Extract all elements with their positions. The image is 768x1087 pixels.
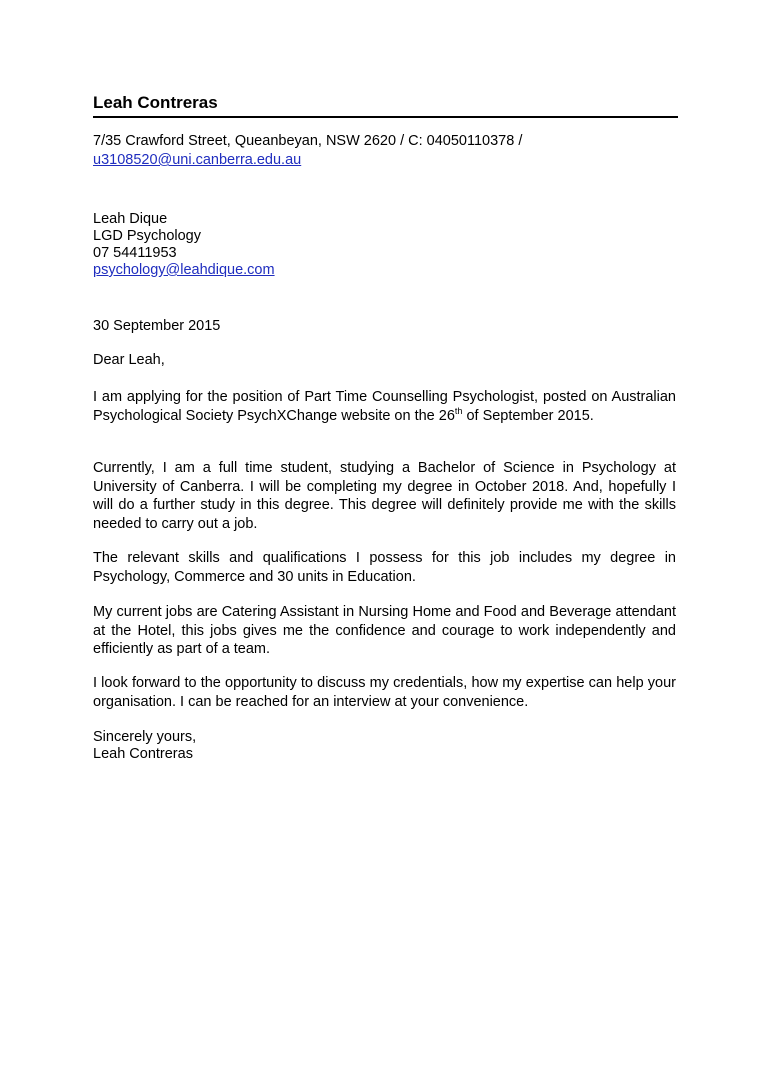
recipient-block (93, 211, 275, 279)
paragraph-2: Currently, I am a full time student, studying a Bachelor of Science in Psychology at University of Canberra. I will be completing my degree in October 2018. And, hopefully I will do a further study in this degree. This degree will definitely provide me with the skills needed to carry out a job. (93, 460, 676, 532)
letter-date: 30 September 2015 (93, 318, 221, 334)
header-divider (93, 116, 678, 118)
sender-contact (93, 132, 676, 170)
paragraph-1-superscript: th (454, 405, 463, 416)
paragraph-3: The relevant skills and qualifications I possess for this job includes my degree in Psychology, Commerce and 30 units in Education. (93, 550, 676, 585)
sender-name: Leah Contreras (93, 93, 218, 112)
closing-phrase: Sincerely yours, (93, 729, 197, 745)
sender-address: 7/35 Crawford Street, Queanbeyan, NSW 2620 / C: 04050110378 / (93, 133, 523, 149)
signature-name: Leah Contreras (93, 746, 193, 762)
paragraph-1-text-end: of September 2015. (462, 407, 594, 424)
recipient-name: Leah Dique (93, 211, 168, 227)
paragraph-4: My current jobs are Catering Assistant in Nursing Home and Food and Beverage attendant at the Hotel, this jobs gives me the confidence and courage to work independently and efficiently as part of a team. (93, 604, 676, 657)
sender-email-link[interactable]: u3108520@uni.canberra.edu.au (93, 152, 302, 168)
paragraph-5: I look forward to the opportunity to discuss my credentials, how my expertise can help your organisation. I can be reached for an interview at your convenience. (93, 675, 676, 710)
recipient-company: LGD Psychology (93, 228, 201, 244)
recipient-phone: 07 54411953 (93, 245, 177, 261)
paragraph-1-text: I am applying for the position of Part Time Counselling Psychologist, posted on Australian Psychological Society PsychXChange website on the 26 (93, 389, 676, 424)
paragraph-1 (93, 388, 676, 425)
salutation: Dear Leah, (93, 352, 165, 368)
closing-block (93, 729, 196, 763)
recipient-email-link[interactable]: psychology@leahdique.com (93, 262, 275, 278)
